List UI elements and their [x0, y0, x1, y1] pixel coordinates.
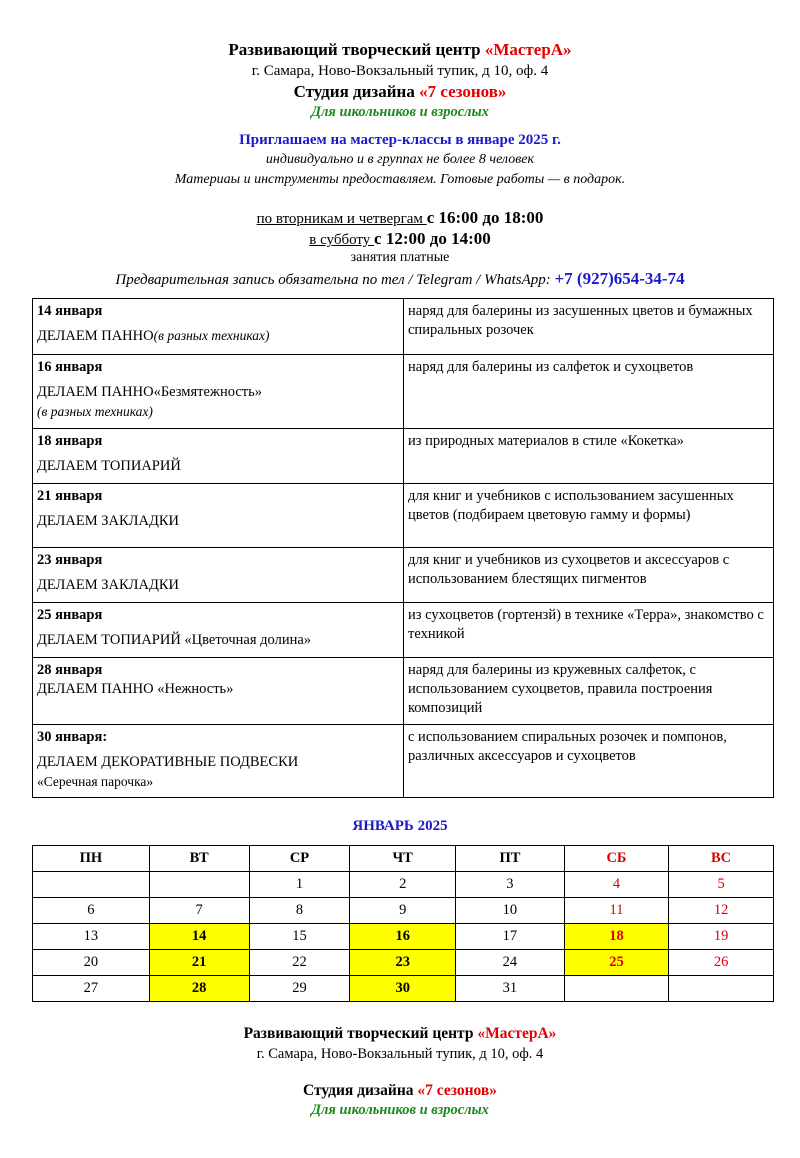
calendar-day: 16 — [350, 924, 456, 950]
footer-address: г. Самара, Ново-Вокзальный тупик, д 10, оф. 4 — [256, 1046, 544, 1062]
calendar-day-header: СБ — [564, 846, 668, 872]
studio-title — [0, 82, 800, 102]
footer-studio-title — [0, 1082, 800, 1100]
audience-text: Для школьников и взрослых — [311, 104, 489, 120]
class-title: ДЕЛАЕМ ПАННО — [37, 328, 154, 344]
class-description: для книг и учебников из сухоцветов и аксессуаров с использованием блестящих пигментов — [404, 548, 774, 603]
calendar-day-header: ВС — [669, 846, 774, 872]
saturday-time: с 12:00 до 14:00 — [374, 229, 491, 248]
class-row — [33, 355, 774, 429]
calendar-week-row — [33, 898, 774, 924]
class-title: ДЕЛАЕМ ТОПИАРИЙ — [37, 458, 181, 474]
phone-number: +7 (927)654-34-74 — [554, 269, 685, 288]
class-description: из сухоцветов (гортензй) в технике «Терра», знакомство с техникой — [404, 603, 774, 658]
calendar-day-header: ПН — [33, 846, 150, 872]
class-info-cell — [33, 484, 404, 548]
center-title-prefix: Развивающий творческий центр — [228, 40, 485, 59]
calendar-day: 3 — [456, 872, 565, 898]
calendar-day: 23 — [350, 950, 456, 976]
calendar-day: 13 — [33, 924, 150, 950]
calendar-day: 20 — [33, 950, 150, 976]
footer-audience: Для школьников и взрослых — [311, 1102, 489, 1118]
class-info-cell — [33, 603, 404, 658]
class-info-cell — [33, 429, 404, 484]
footer-studio-name: «7 сезонов» — [417, 1082, 498, 1099]
class-info-cell — [33, 548, 404, 603]
calendar-day: 29 — [249, 976, 350, 1002]
class-title: ДЕЛАЕМ ПАННО «Нежность» — [37, 681, 234, 697]
paid-note: занятия платные — [350, 250, 450, 265]
calendar-day: 26 — [669, 950, 774, 976]
class-info-cell — [33, 355, 404, 429]
class-title: ДЕЛАЕМ ДЕКОРАТИВНЫЕ ПОДВЕСКИ — [37, 754, 299, 770]
class-date: 25 января — [37, 607, 103, 623]
class-date: 21 января — [37, 488, 103, 504]
calendar-day: 10 — [456, 898, 565, 924]
saturday-schedule — [0, 229, 800, 249]
calendar-title: ЯНВАРЬ 2025 — [352, 818, 448, 834]
center-title — [0, 40, 800, 60]
calendar-day: 6 — [33, 898, 150, 924]
booking-text: Предварительная запись обязательна по тел / Telegram / WhatsApp: — [115, 272, 555, 288]
weekday-label: по вторникам и четвергам — [256, 211, 427, 227]
invite-title: Приглашаем на мастер-классы в январе 2025 г. — [239, 132, 561, 148]
class-date: 18 января — [37, 433, 103, 449]
class-date: 23 января — [37, 552, 103, 568]
class-description: с использованием спиральных розочек и помпонов, различных аксессуаров и сухоцветов — [404, 725, 774, 798]
calendar-day-header: ЧТ — [350, 846, 456, 872]
calendar-day-header: ПТ — [456, 846, 565, 872]
calendar-day-header: ВТ — [149, 846, 249, 872]
calendar-day: 5 — [669, 872, 774, 898]
calendar-day: 12 — [669, 898, 774, 924]
booking-line — [0, 269, 800, 289]
class-description: наряд для балерины из засушенных цветов и бумажных спиральных розочек — [404, 299, 774, 355]
calendar-day-header: СР — [249, 846, 350, 872]
calendar-week-row — [33, 976, 774, 1002]
class-note: «Серечная парочка» — [37, 774, 154, 789]
footer-studio-prefix: Студия дизайна — [302, 1082, 418, 1099]
class-row — [33, 429, 774, 484]
class-description: наряд для балерины из салфеток и сухоцветов — [404, 355, 774, 429]
calendar-day: 22 — [249, 950, 350, 976]
calendar-day: 25 — [564, 950, 668, 976]
saturday-label: в субботу — [309, 232, 375, 248]
center-address: г. Самара, Ново-Вокзальный тупик, д 10, оф. 4 — [251, 63, 549, 79]
calendar-day: 11 — [564, 898, 668, 924]
footer-center-prefix: Развивающий творческий центр — [243, 1025, 478, 1042]
calendar-week-row — [33, 924, 774, 950]
invite-groups: индивидуально и в группах не более 8 человек — [265, 152, 535, 167]
calendar-day: 2 — [350, 872, 456, 898]
calendar-day: 27 — [33, 976, 150, 1002]
calendar-day: 4 — [564, 872, 668, 898]
footer-center-name: «МастерА» — [477, 1025, 557, 1042]
calendar-day: 8 — [249, 898, 350, 924]
calendar-day: 17 — [456, 924, 565, 950]
class-info-cell — [33, 299, 404, 355]
class-date: 30 января: — [37, 729, 108, 745]
calendar-day — [564, 976, 668, 1002]
invite-materials: Материаы и инструменты предоставляем. Готовые работы — в подарок. — [174, 172, 626, 187]
calendar-day: 19 — [669, 924, 774, 950]
class-description: из природных материалов в стиле «Кокетка» — [404, 429, 774, 484]
calendar-week-row — [33, 872, 774, 898]
classes-table — [32, 298, 774, 798]
calendar-day — [33, 872, 150, 898]
calendar-day — [669, 976, 774, 1002]
class-row — [33, 299, 774, 355]
class-row — [33, 548, 774, 603]
calendar-table — [32, 845, 774, 1002]
calendar-week-row — [33, 950, 774, 976]
calendar-day: 21 — [149, 950, 249, 976]
calendar-day: 7 — [149, 898, 249, 924]
calendar-day: 30 — [350, 976, 456, 1002]
calendar-day: 28 — [149, 976, 249, 1002]
class-title: ДЕЛАЕМ ЗАКЛАДКИ — [37, 513, 179, 529]
class-description: наряд для балерины из кружевных салфеток, с использованием сухоцветов, правила построения композиций — [404, 658, 774, 725]
calendar-day: 15 — [249, 924, 350, 950]
class-row — [33, 725, 774, 798]
calendar-header-row — [33, 846, 774, 872]
studio-name: «7 сезонов» — [419, 82, 507, 101]
studio-title-prefix: Студия дизайна — [293, 82, 420, 101]
center-name: «МастерА» — [484, 40, 572, 59]
calendar-day: 24 — [456, 950, 565, 976]
footer-center-title — [0, 1025, 800, 1043]
class-row — [33, 484, 774, 548]
class-description: для книг и учебников с использованием засушенных цветов (подбираем цветовую гамму и формы) — [404, 484, 774, 548]
calendar-day: 18 — [564, 924, 668, 950]
class-date: 14 января — [37, 303, 103, 319]
class-title: ДЕЛАЕМ ТОПИАРИЙ «Цветочная долина» — [37, 632, 312, 648]
class-note: (в разных техниках) — [153, 328, 270, 343]
calendar-day — [149, 872, 249, 898]
calendar-day: 14 — [149, 924, 249, 950]
calendar-day: 9 — [350, 898, 456, 924]
weekday-time: с 16:00 до 18:00 — [426, 208, 544, 227]
class-info-cell — [33, 658, 404, 725]
class-row — [33, 658, 774, 725]
weekday-schedule — [0, 208, 800, 228]
class-row — [33, 603, 774, 658]
class-info-cell — [33, 725, 404, 798]
class-title: ДЕЛАЕМ ПАННО«Безмятежность» — [37, 384, 262, 400]
calendar-day: 1 — [249, 872, 350, 898]
class-date: 28 января — [37, 662, 103, 678]
class-date: 16 января — [37, 359, 103, 375]
calendar-day: 31 — [456, 976, 565, 1002]
class-title: ДЕЛАЕМ ЗАКЛАДКИ — [37, 577, 179, 593]
class-note: (в разных техниках) — [37, 404, 153, 419]
